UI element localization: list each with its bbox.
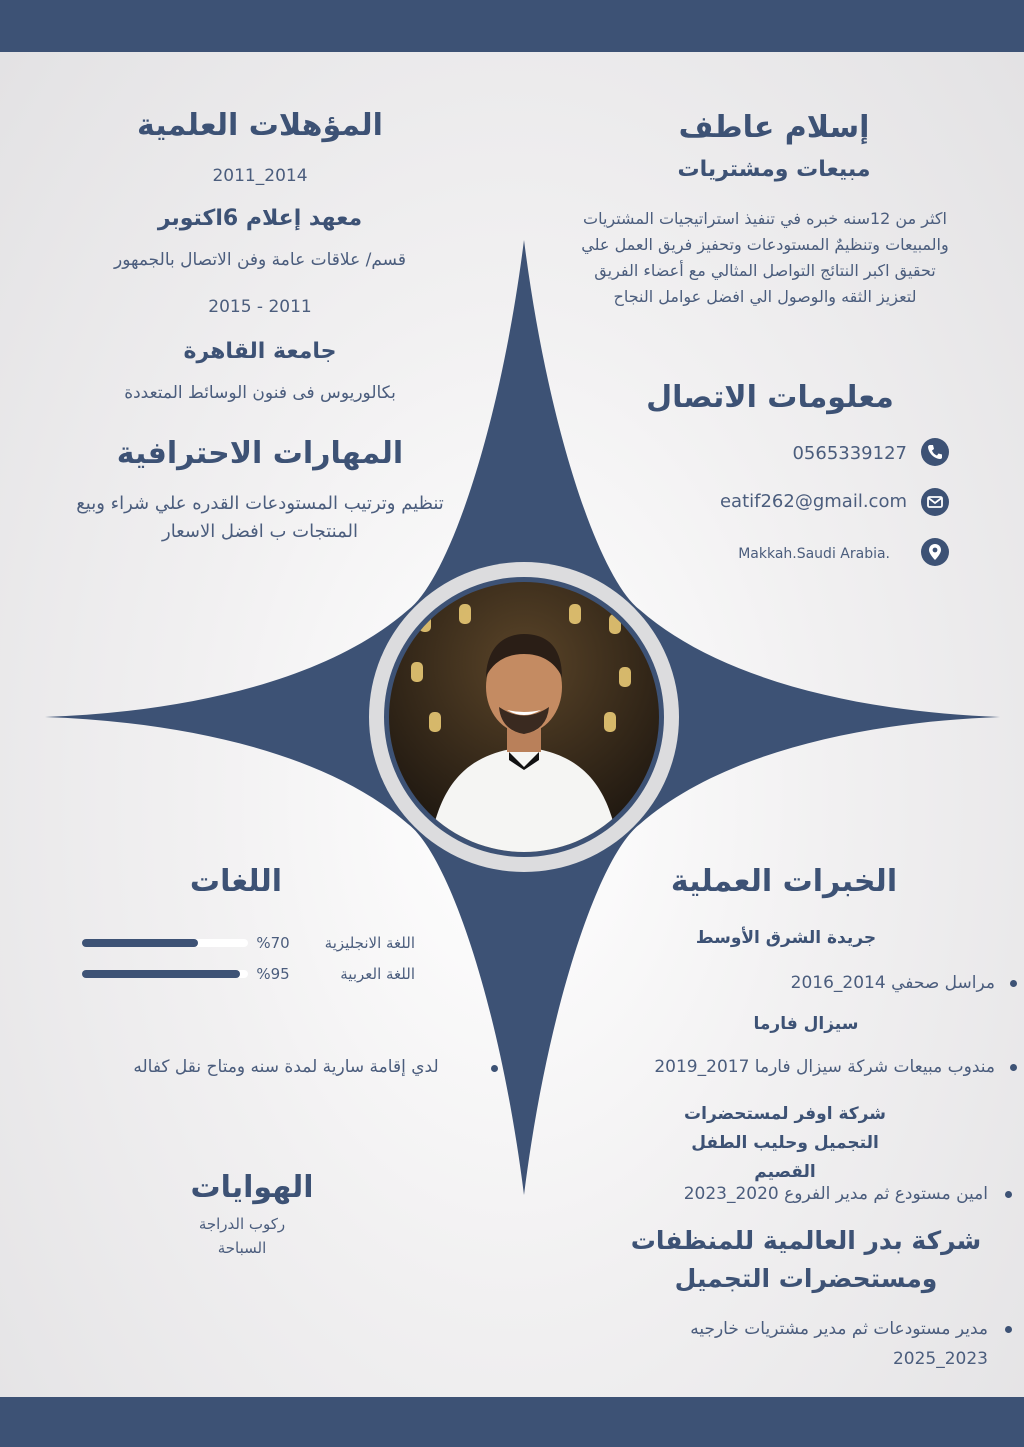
skills-text: تنظيم وترتيب المستودعات القدره علي شراء وبيع المنتجات ب افضل الاسعار (76, 493, 444, 542)
language-1-bar (82, 939, 248, 947)
profile-photo (389, 582, 659, 852)
experience-3-role: امين مستودع ثم مدير الفروع 2020_2023 (683, 1184, 988, 1204)
experience-1-role: مراسل صحفي 2014_2016 (790, 973, 995, 993)
hobby-item: ركوب الدراجة (198, 1215, 286, 1233)
language-1-name: اللغة الانجليزية (324, 934, 415, 952)
language-2-percent: %95 (256, 965, 290, 983)
education-2-years: 2015 - 2011 (208, 297, 312, 317)
location-value: Makkah.Saudi Arabia. (738, 546, 890, 562)
experience-4-bullet (1005, 1326, 1012, 1333)
hobby-item: السباحة (217, 1239, 267, 1257)
experience-4-company: شركة بدر العالمية للمنظفات ومستحضرات التجميل (630, 1226, 982, 1293)
phone-value[interactable]: 0565339127 (792, 443, 907, 464)
profile-role: مبيعات ومشتريات (677, 157, 871, 182)
experience-3-company: شركة اوفر لمستحضرات التجميل وحليب الطفل القصيم (684, 1104, 886, 1182)
language-1-bar-fill (82, 939, 198, 947)
languages-title: اللغات (189, 864, 283, 899)
email-icon (921, 488, 949, 516)
education-1-detail: قسم/ علاقات عامة وفن الاتصال بالجمهور (114, 250, 406, 270)
phone-icon (921, 438, 949, 466)
language-2-name: اللغة العربية (340, 965, 415, 983)
education-1-school: معهد إعلام 6اكتوبر (157, 206, 363, 231)
experience-4-role: مدير مستودعات ثم مدير مشتريات خارجيه 2023_2025 (690, 1319, 988, 1369)
hobbies-title: الهوايات (190, 1170, 314, 1205)
skills-title: المهارات الاحترافية (116, 436, 404, 471)
residency-bullet (491, 1065, 498, 1072)
profile-summary: اكثر من 12سنه خبره في تنفيذ استراتيجيات المشتريات والمبيعات وتنظيمٌ المستودعات وتحفيز فريق العمل علي تحقيق اكبر النتائج التواصل المثالي مع أعضاء الفريق لتعزيز الثقه والوصول الي افضل عوامل النجاح (581, 209, 949, 306)
profile-name: إسلام عاطف (678, 110, 870, 145)
hobbies-list (152, 1212, 332, 1260)
contact-title: معلومات الاتصال (646, 380, 894, 415)
location-icon (921, 538, 949, 566)
education-title: المؤهلات العلمية (137, 108, 383, 143)
experience-2-bullet (1010, 1064, 1017, 1071)
residency-text: لدي إقامة سارية لمدة سنه ومتاح نقل كفاله (133, 1057, 439, 1077)
experience-title: الخبرات العملية (670, 864, 898, 899)
education-1-years: 2011_2014 (212, 166, 308, 186)
experience-3-bullet (1005, 1191, 1012, 1198)
education-2-school: جامعة القاهرة (183, 339, 337, 364)
language-2-bar-fill (82, 970, 240, 978)
email-value[interactable]: eatif262@gmail.com (719, 491, 907, 512)
language-1-percent: %70 (256, 934, 290, 952)
experience-1-company: جريدة الشرق الأوسط (695, 928, 877, 948)
experience-2-company: سيزال فارما (753, 1014, 859, 1034)
experience-2-role: مندوب مبيعات شركة سيزال فارما 2017_2019 (654, 1057, 995, 1077)
experience-1-bullet (1010, 980, 1017, 987)
language-2-bar (82, 970, 248, 978)
education-2-detail: بكالوريوس فى فنون الوسائط المتعددة (124, 383, 396, 403)
